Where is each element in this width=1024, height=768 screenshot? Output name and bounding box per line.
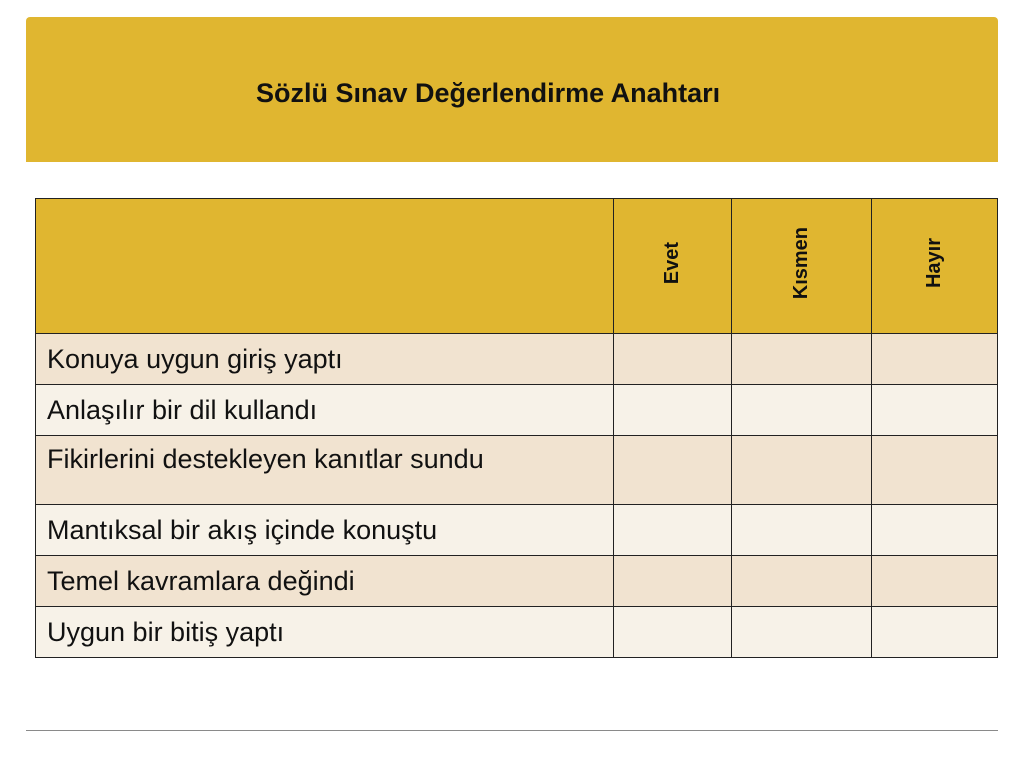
kismen-cell[interactable] [732, 556, 872, 607]
header-label-evet: Evet [661, 242, 683, 285]
hayir-cell[interactable] [872, 556, 998, 607]
table-row [36, 607, 998, 658]
hayir-cell[interactable] [872, 607, 998, 658]
evet-cell[interactable] [614, 556, 732, 607]
criterion-label: Mantıksal bir akış içinde konuştu [36, 505, 614, 556]
table-row [36, 505, 998, 556]
table-row [36, 334, 998, 385]
table-header-row [36, 199, 998, 334]
kismen-cell[interactable] [732, 607, 872, 658]
criterion-label: Temel kavramlara değindi [36, 556, 614, 607]
criterion-label: Uygun bir bitiş yaptı [36, 607, 614, 658]
evaluation-table [35, 198, 998, 658]
evet-cell[interactable] [614, 607, 732, 658]
criterion-label: Konuya uygun giriş yaptı [36, 334, 614, 385]
hayir-cell[interactable] [872, 334, 998, 385]
hayir-cell[interactable] [872, 436, 998, 505]
evet-cell[interactable] [614, 436, 732, 505]
table-row [36, 556, 998, 607]
hayir-cell[interactable] [872, 385, 998, 436]
criterion-label: Fikirlerini destekleyen kanıtlar sundu [36, 436, 614, 505]
page-title: Sözlü Sınav Değerlendirme Anahtarı [256, 78, 721, 108]
table-row [36, 436, 998, 505]
kismen-cell[interactable] [732, 334, 872, 385]
footer-divider [26, 730, 998, 731]
header-label-hayir: Hayır [923, 238, 945, 289]
evet-cell[interactable] [614, 385, 732, 436]
kismen-cell[interactable] [732, 385, 872, 436]
header-hayir [872, 199, 998, 334]
kismen-cell[interactable] [732, 505, 872, 556]
kismen-cell[interactable] [732, 436, 872, 505]
hayir-cell[interactable] [872, 505, 998, 556]
header-empty-cell [36, 199, 614, 334]
header-kismen [732, 199, 872, 334]
header-evet [614, 199, 732, 334]
criterion-label: Anlaşılır bir dil kullandı [36, 385, 614, 436]
header-label-kismen: Kısmen [790, 227, 812, 300]
table-row [36, 385, 998, 436]
evet-cell[interactable] [614, 334, 732, 385]
evet-cell[interactable] [614, 505, 732, 556]
